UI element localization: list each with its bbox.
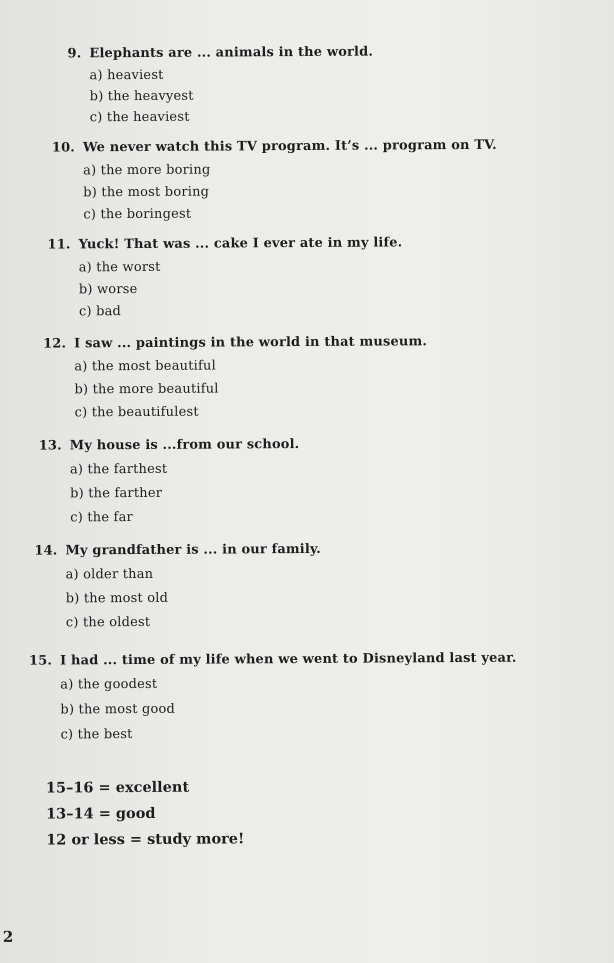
option-a: a) the most beautiful (74, 358, 216, 375)
option-b: b) the most boring (83, 184, 210, 201)
answer-options (45, 257, 565, 320)
question-15 (26, 650, 587, 743)
score-good: 13–14 = good (45, 804, 156, 823)
answer-options (55, 65, 575, 126)
question-number: 15. (28, 653, 53, 669)
page-number: 2 (2, 927, 14, 946)
option-b: b) the farther (70, 485, 163, 502)
option-c: c) the heaviest (89, 109, 190, 126)
option-b: b) the heavyest (89, 88, 194, 105)
option-a: a) the goodest (60, 676, 158, 693)
question-stem (49, 137, 569, 156)
score-study-more: 12 or less = study more! (46, 830, 245, 849)
question-text: My grandfather is ... in our family. (65, 541, 321, 559)
question-stem (26, 650, 586, 669)
answer-options (49, 160, 569, 223)
option-a: a) the more boring (83, 162, 211, 179)
question-13 (36, 435, 557, 526)
answer-options (36, 459, 556, 526)
question-10 (49, 137, 569, 223)
question-12 (40, 333, 561, 421)
question-number: 9. (67, 46, 82, 62)
option-c: c) the best (60, 727, 133, 743)
question-text: Elephants are ... animals in the world. (89, 44, 374, 62)
score-excellent: 15–16 = excellent (45, 778, 190, 797)
question-number: 13. (38, 438, 62, 454)
question-text: We never watch this TV program. It’s ... program on TV. (82, 137, 497, 156)
option-a: a) the worst (78, 259, 161, 276)
option-b: b) the more beautiful (74, 381, 219, 398)
question-stem (40, 333, 560, 352)
option-b: b) the most good (60, 701, 176, 718)
option-c: c) the boringest (83, 206, 192, 223)
question-text: Yuck! That was ... cake I ever ate in my life. (78, 235, 403, 253)
option-b: b) the most old (65, 590, 169, 607)
question-number: 10. (51, 140, 76, 156)
question-stem (55, 43, 575, 62)
option-a: a) older than (65, 566, 154, 583)
question-text: I saw ... paintings in the world in that museum. (74, 334, 428, 352)
question-number: 14. (34, 543, 58, 559)
option-c: c) the beautifulest (74, 404, 199, 421)
answer-options (40, 356, 560, 421)
question-number: 12. (43, 336, 67, 352)
option-c: c) the far (70, 510, 133, 526)
question-stem (45, 234, 565, 253)
question-14 (31, 540, 552, 631)
option-a: a) heaviest (89, 67, 164, 84)
option-c: c) the oldest (65, 614, 151, 631)
answer-options (26, 674, 586, 743)
question-11 (45, 234, 565, 320)
option-a: a) the farthest (69, 461, 168, 478)
option-c: c) bad (78, 304, 122, 320)
question-text: My house is ...from our school. (69, 437, 300, 454)
question-9 (55, 43, 575, 126)
question-number: 11. (47, 237, 71, 253)
scoring-key (46, 774, 245, 853)
question-stem (31, 540, 551, 559)
question-text: I had ... time of my life when we went to Disneyland last year. (60, 650, 517, 669)
answer-options (32, 564, 552, 631)
option-b: b) worse (78, 281, 138, 298)
question-stem (36, 435, 556, 454)
